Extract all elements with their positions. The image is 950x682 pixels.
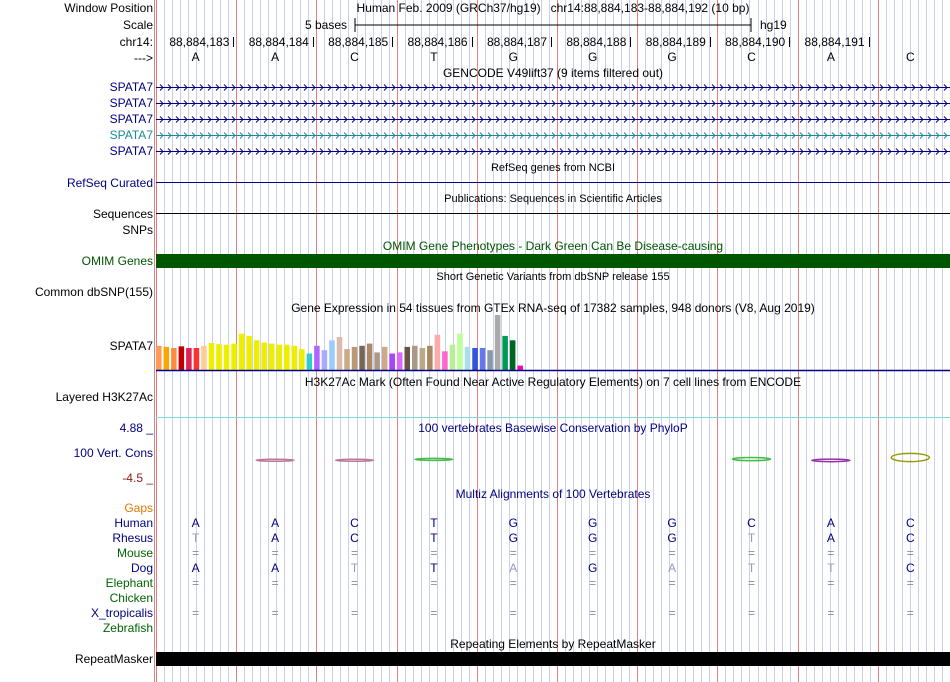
multiz-species-label[interactable]: Elephant xyxy=(105,576,153,590)
base-position-label[interactable]: 88,884,187 xyxy=(486,35,547,49)
multiz-aligned-base: G xyxy=(508,531,518,545)
multiz-aligned-base: = xyxy=(589,606,597,620)
gencode-transcript[interactable] xyxy=(156,117,950,123)
multiz-aligned-base: T xyxy=(430,561,438,575)
gtex-tissue-bar[interactable] xyxy=(397,352,403,370)
reference-base: G xyxy=(508,50,518,64)
gencode-gene-label[interactable]: SPATA7 xyxy=(109,128,153,142)
gtex-tissue-bar[interactable] xyxy=(359,346,365,370)
gtex-tissue-bar[interactable] xyxy=(389,354,395,371)
multiz-aligned-base: A xyxy=(271,516,280,530)
base-position-label[interactable]: 88,884,184 xyxy=(248,35,309,49)
phylop-score-mark xyxy=(415,458,453,460)
gtex-tissue-bar[interactable] xyxy=(231,344,237,370)
multiz-aligned-base: T xyxy=(350,561,359,575)
multiz-species-label[interactable]: Human xyxy=(114,516,153,530)
multiz-aligned-base: = xyxy=(192,576,200,590)
gtex-tissue-bar[interactable] xyxy=(201,346,207,370)
window-position-label: Window Position xyxy=(64,1,153,15)
reference-base: C xyxy=(747,50,756,64)
chrom-label: chr14: xyxy=(119,35,153,49)
reference-base: C xyxy=(350,50,359,64)
gtex-tissue-bar[interactable] xyxy=(216,344,222,370)
multiz-track-title: Multiz Alignments of 100 Vertebrates xyxy=(455,487,651,501)
multiz-aligned-base: = xyxy=(430,546,438,560)
gtex-tissue-bar[interactable] xyxy=(261,343,267,371)
multiz-aligned-base: = xyxy=(827,576,835,590)
multiz-aligned-base: = xyxy=(430,606,438,620)
multiz-aligned-base: = xyxy=(271,546,279,560)
gtex-tissue-bar[interactable] xyxy=(246,336,252,370)
gtex-tissue-bar[interactable] xyxy=(179,346,185,370)
dbsnp-track-title: Short Genetic Variants from dbSNP release 155 xyxy=(436,271,670,283)
gtex-tissue-bar[interactable] xyxy=(307,354,313,371)
gtex-tissue-bar[interactable] xyxy=(292,346,298,370)
multiz-aligned-base: = xyxy=(271,576,279,590)
refseq-curated-label[interactable]: RefSeq Curated xyxy=(66,176,153,190)
refseq-gene-line[interactable] xyxy=(156,182,950,183)
gtex-tissue-bar[interactable] xyxy=(344,349,350,370)
multiz-aligned-base: C xyxy=(905,516,915,530)
scale-text: 5 bases xyxy=(305,18,348,32)
gtex-tissue-bar[interactable] xyxy=(322,350,328,370)
base-position-label[interactable]: 88,884,189 xyxy=(645,35,706,49)
position-tick xyxy=(472,37,473,47)
multiz-aligned-base: C xyxy=(350,531,359,545)
publications-sequences-label[interactable]: Sequences xyxy=(92,207,153,221)
base-position-label[interactable]: 88,884,183 xyxy=(169,35,230,49)
gtex-tissue-bar[interactable] xyxy=(186,348,192,370)
gtex-tissue-bar[interactable] xyxy=(239,334,245,370)
gencode-transcript[interactable] xyxy=(156,133,950,139)
gtex-tissue-bar[interactable] xyxy=(382,347,388,370)
reference-base: A xyxy=(271,50,280,64)
multiz-aligned-base: = xyxy=(589,546,597,560)
repeatmasker-track-title: Repeating Elements by RepeatMasker xyxy=(450,637,656,651)
gtex-tissue-bar[interactable] xyxy=(299,349,305,370)
gtex-tissue-bar[interactable] xyxy=(276,345,282,370)
multiz-aligned-base: C xyxy=(747,516,756,530)
multiz-aligned-base: = xyxy=(668,576,676,590)
strand-label: ---> xyxy=(134,51,153,65)
phylop-label[interactable]: 100 Vert. Cons xyxy=(73,446,153,460)
multiz-aligned-base: = xyxy=(906,606,914,620)
base-position-label[interactable]: 88,884,191 xyxy=(804,35,865,49)
position-tick xyxy=(630,37,631,47)
gtex-tissue-bar[interactable] xyxy=(367,344,373,370)
multiz-aligned-base: T xyxy=(192,531,200,545)
gtex-tissue-bar[interactable] xyxy=(487,350,493,370)
multiz-species-label[interactable]: X_tropicalis xyxy=(90,606,153,620)
scale-assembly: hg19 xyxy=(760,18,787,32)
phylop-conservation-plot[interactable] xyxy=(156,436,950,480)
gtex-tissue-bar[interactable] xyxy=(517,366,523,370)
gtex-tissue-bar[interactable] xyxy=(269,344,275,370)
gencode-gene-label[interactable]: SPATA7 xyxy=(109,144,153,158)
position-tick xyxy=(392,37,393,47)
position-tick xyxy=(551,37,552,47)
phylop-ymax: 4.88 _ xyxy=(119,421,153,435)
multiz-aligned-base: A xyxy=(271,561,280,575)
reference-base: G xyxy=(667,50,677,64)
phylop-score-mark xyxy=(812,459,850,462)
gtex-tissue-bar[interactable] xyxy=(502,336,508,370)
reference-base: A xyxy=(191,50,200,64)
gtex-tissue-bar[interactable] xyxy=(427,346,433,370)
gtex-tissue-bar[interactable] xyxy=(510,340,516,370)
phylop-score-mark xyxy=(732,458,770,461)
gtex-tissue-bar[interactable] xyxy=(194,348,200,370)
gtex-expression-bars[interactable] xyxy=(156,315,950,373)
multiz-aligned-base: = xyxy=(668,546,676,560)
window-position-value: Human Feb. 2009 (GRCh37/hg19) chr14:88,884,183-88,884,192 (10 bp) xyxy=(356,1,750,15)
repeatmasker-label[interactable]: RepeatMasker xyxy=(74,652,153,666)
multiz-species-label[interactable]: Zebrafish xyxy=(102,621,153,635)
multiz-aligned-base: = xyxy=(509,606,517,620)
multiz-gaps-label[interactable]: Gaps xyxy=(124,501,153,515)
multiz-aligned-base: = xyxy=(747,606,755,620)
gtex-gene-label[interactable]: SPATA7 xyxy=(109,339,153,353)
gtex-tissue-bar[interactable] xyxy=(412,346,418,370)
scale-bar xyxy=(350,16,760,34)
gtex-tissue-bar[interactable] xyxy=(337,337,343,370)
gtex-tissue-bar[interactable] xyxy=(209,343,215,370)
gencode-track-title: GENCODE V49lift37 (9 items filtered out) xyxy=(442,66,664,80)
multiz-aligned-base: = xyxy=(350,546,358,560)
multiz-aligned-base: = xyxy=(350,606,358,620)
repeatmasker-bar[interactable] xyxy=(156,652,950,666)
multiz-aligned-base: = xyxy=(509,546,517,560)
gencode-transcript[interactable] xyxy=(156,149,950,155)
multiz-aligned-base: = xyxy=(827,606,835,620)
reference-base: C xyxy=(905,50,915,64)
reference-base: T xyxy=(430,50,438,64)
phylop-score-mark xyxy=(335,459,373,461)
gtex-tissue-bar[interactable] xyxy=(374,352,380,370)
publications-line[interactable] xyxy=(156,213,950,214)
multiz-aligned-base: A xyxy=(826,516,835,530)
position-tick xyxy=(789,37,790,47)
gencode-transcript[interactable] xyxy=(156,85,950,91)
h3k27ac-track-title: H3K27Ac Mark (Often Found Near Active Regulatory Elements) on 7 cell lines from ENCODE xyxy=(304,375,802,389)
gtex-tissue-bar[interactable] xyxy=(442,351,448,370)
multiz-aligned-base: G xyxy=(667,531,677,545)
gtex-tissue-bar[interactable] xyxy=(329,340,335,370)
gtex-tissue-bar[interactable] xyxy=(420,348,426,370)
multiz-species-label[interactable]: Mouse xyxy=(116,546,153,560)
multiz-aligned-base: G xyxy=(588,561,598,575)
multiz-species-label[interactable]: Dog xyxy=(130,561,153,575)
multiz-aligned-base: = xyxy=(747,576,755,590)
gtex-tissue-bar[interactable] xyxy=(284,345,290,370)
gtex-tissue-bar[interactable] xyxy=(156,346,162,370)
gtex-tissue-bar[interactable] xyxy=(314,346,320,370)
multiz-aligned-base: T xyxy=(430,531,438,545)
gtex-track-title: Gene Expression in 54 tissues from GTEx RNA-seq of 17382 samples, 948 donors (V8, Aug 2019) xyxy=(291,301,815,315)
multiz-aligned-base: A xyxy=(826,531,835,545)
multiz-aligned-base: T xyxy=(827,561,835,575)
position-tick xyxy=(710,37,711,47)
omim-track-title: OMIM Gene Phenotypes - Dark Green Can Be Disease-causing xyxy=(382,239,724,253)
gtex-tissue-bar[interactable] xyxy=(465,347,471,370)
multiz-aligned-base: = xyxy=(668,606,676,620)
gencode-gene-label[interactable]: SPATA7 xyxy=(109,112,153,126)
reference-base: A xyxy=(826,50,835,64)
gtex-tissue-bar[interactable] xyxy=(480,348,486,370)
multiz-species-label[interactable]: Chicken xyxy=(109,591,153,605)
multiz-aligned-base: G xyxy=(667,516,677,530)
gtex-tissue-bar[interactable] xyxy=(457,334,463,370)
multiz-aligned-base: = xyxy=(192,606,200,620)
phylop-score-mark xyxy=(256,459,294,461)
multiz-aligned-base: A xyxy=(668,561,677,575)
scale-label: Scale xyxy=(122,18,153,32)
multiz-aligned-base: G xyxy=(588,531,598,545)
gtex-tissue-bar[interactable] xyxy=(404,347,410,370)
gtex-tissue-bar[interactable] xyxy=(450,345,456,370)
gtex-tissue-bar[interactable] xyxy=(352,347,358,370)
multiz-aligned-base: G xyxy=(508,516,518,530)
position-tick xyxy=(869,37,870,47)
multiz-aligned-base: = xyxy=(589,576,597,590)
multiz-aligned-base: = xyxy=(430,576,438,590)
multiz-aligned-base: C xyxy=(905,561,915,575)
reference-base: G xyxy=(588,50,598,64)
multiz-aligned-base: = xyxy=(192,546,200,560)
position-tick xyxy=(313,37,314,47)
phylop-score-mark xyxy=(891,453,929,461)
multiz-aligned-base: = xyxy=(509,576,517,590)
gtex-tissue-bar[interactable] xyxy=(164,347,170,370)
h3k27ac-divider xyxy=(156,417,950,418)
snps-label[interactable]: SNPs xyxy=(122,223,153,237)
gtex-tissue-bar[interactable] xyxy=(495,315,501,370)
phylop-track-title: 100 vertebrates Basewise Conservation by PhyloP xyxy=(418,421,688,435)
refseq-track-title: RefSeq genes from NCBI xyxy=(490,162,616,174)
multiz-aligned-base: G xyxy=(588,516,598,530)
gencode-gene-label[interactable]: SPATA7 xyxy=(109,96,153,110)
multiz-aligned-base: C xyxy=(350,516,359,530)
omim-genes-label[interactable]: OMIM Genes xyxy=(81,254,153,268)
dbsnp-common-label[interactable]: Common dbSNP(155) xyxy=(34,285,153,299)
multiz-aligned-base: = xyxy=(906,546,914,560)
h3k27ac-label[interactable]: Layered H3K27Ac xyxy=(55,390,153,404)
multiz-aligned-base: T xyxy=(747,531,756,545)
gtex-tissue-bar[interactable] xyxy=(224,345,230,370)
phylop-ymin: -4.5 _ xyxy=(122,471,153,485)
multiz-aligned-base: = xyxy=(271,606,279,620)
multiz-aligned-base: = xyxy=(747,546,755,560)
multiz-aligned-base: = xyxy=(906,576,914,590)
position-tick xyxy=(233,37,234,47)
multiz-aligned-base: = xyxy=(827,546,835,560)
base-position-label[interactable]: 88,884,186 xyxy=(407,35,468,49)
gencode-transcripts[interactable] xyxy=(156,80,950,158)
multiz-aligned-base: C xyxy=(905,531,915,545)
gtex-tissue-bar[interactable] xyxy=(254,340,260,370)
multiz-aligned-base: A xyxy=(191,561,200,575)
multiz-species-label[interactable]: Rhesus xyxy=(112,531,153,545)
multiz-aligned-base: A xyxy=(271,531,280,545)
base-position-label[interactable]: 88,884,190 xyxy=(725,35,786,49)
multiz-aligned-base: A xyxy=(509,561,518,575)
omim-gene-bar[interactable] xyxy=(156,254,950,268)
gtex-tissue-bar[interactable] xyxy=(435,335,441,370)
gtex-tissue-bar[interactable] xyxy=(171,348,177,370)
publications-track-title: Publications: Sequences in Scientific Articles xyxy=(444,193,662,205)
gtex-tissue-bar[interactable] xyxy=(472,348,478,370)
gencode-gene-label[interactable]: SPATA7 xyxy=(109,80,153,94)
multiz-aligned-base: = xyxy=(350,576,358,590)
base-position-label[interactable]: 88,884,185 xyxy=(328,35,389,49)
gencode-transcript[interactable] xyxy=(156,101,950,107)
multiz-aligned-base: T xyxy=(430,516,438,530)
multiz-aligned-base: A xyxy=(191,516,200,530)
base-position-label[interactable]: 88,884,188 xyxy=(566,35,627,49)
multiz-aligned-base: T xyxy=(747,561,756,575)
